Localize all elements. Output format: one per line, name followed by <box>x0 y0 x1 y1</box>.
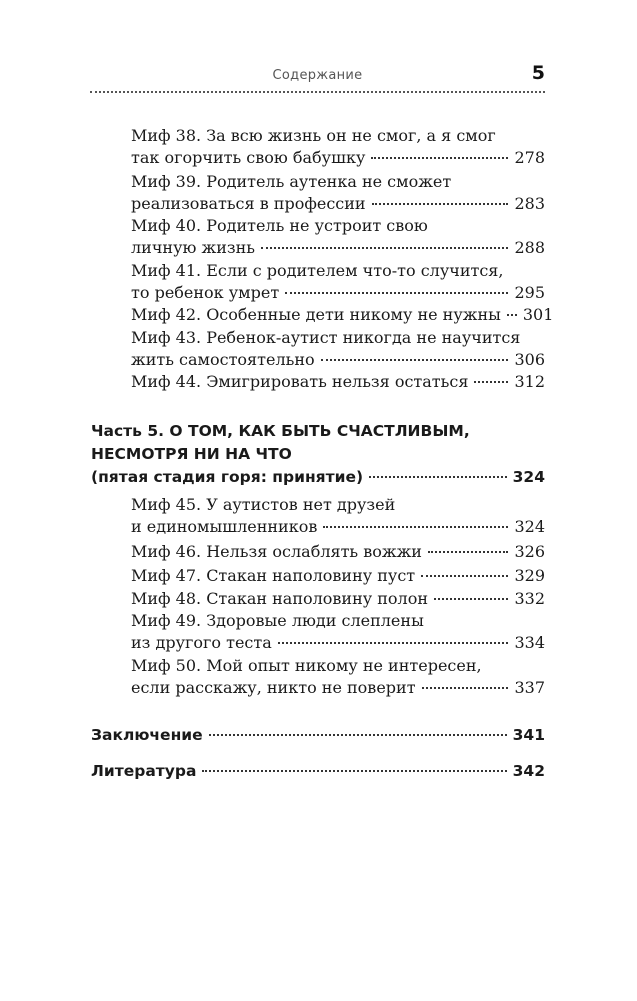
dot-leader <box>507 314 517 316</box>
entry-page: 324 <box>512 468 545 486</box>
toc-entry-myth-44[interactable] <box>131 371 545 393</box>
toc-entry-myth-49[interactable] <box>131 610 545 654</box>
toc-entry-myth-40[interactable] <box>131 215 545 259</box>
entry-page: 329 <box>514 566 545 585</box>
toc-entry-myth-38[interactable] <box>131 125 545 169</box>
entry-page: 312 <box>514 372 545 391</box>
running-header <box>90 62 545 92</box>
header-dotted-rule <box>90 91 545 93</box>
entry-text: из другого теста <box>131 633 272 652</box>
toc-entry-myth-43[interactable] <box>131 327 545 371</box>
dot-leader <box>202 770 506 772</box>
toc-entry-myth-39[interactable] <box>131 171 545 215</box>
dot-leader <box>474 381 508 383</box>
entry-page: 332 <box>514 589 545 608</box>
entry-page: 278 <box>514 148 545 167</box>
entry-text: Миф 45. У аутистов нет друзей <box>131 495 396 514</box>
dot-leader <box>371 157 508 159</box>
entry-text: Миф 47. Стакан наполовину пуст <box>131 566 416 585</box>
dot-leader <box>369 476 507 478</box>
entry-page: 342 <box>512 762 545 780</box>
toc-entry-myth-41[interactable] <box>131 260 545 304</box>
toc-entry-myth-45[interactable] <box>131 494 545 538</box>
entry-page: 295 <box>514 283 545 302</box>
dot-leader <box>323 526 508 528</box>
toc-entry-myth-42[interactable] <box>131 304 554 326</box>
entry-text: Миф 46. Нельзя ослаблять вожжи <box>131 542 422 561</box>
dot-leader <box>428 551 508 553</box>
dot-leader <box>421 575 508 577</box>
entry-text: личную жизнь <box>131 238 255 257</box>
entry-page: 337 <box>514 678 545 697</box>
entry-text: Миф 39. Родитель аутенка не сможет <box>131 172 452 191</box>
entry-text: если расскажу, никто не поверит <box>131 678 416 697</box>
toc-entry-part-5[interactable] <box>91 420 545 489</box>
entry-page: 301 <box>522 305 554 324</box>
toc-entry-myth-48[interactable] <box>131 588 545 610</box>
entry-text: Миф 49. Здоровые люди слеплены <box>131 611 424 630</box>
entry-page: 283 <box>514 194 545 213</box>
toc-entry-literature[interactable] <box>91 760 545 782</box>
entry-text: то ребенок умрет <box>131 283 280 302</box>
entry-text: и единомышленников <box>131 517 318 536</box>
entry-text: Заключение <box>91 726 203 744</box>
entry-text: Миф 42. Особенные дети никому не нужны <box>131 305 501 324</box>
entry-page: 334 <box>514 633 545 652</box>
entry-text: так огорчить свою бабушку <box>131 148 366 167</box>
part-title: Часть 5. О ТОМ, КАК БЫТЬ СЧАСТЛИВЫМ, <box>91 422 470 440</box>
dot-leader <box>372 203 509 205</box>
toc-entry-myth-46[interactable] <box>131 541 545 563</box>
part-title: НЕСМОТРЯ НИ НА ЧТО <box>91 445 292 463</box>
dot-leader <box>285 292 508 294</box>
entry-text: Литература <box>91 762 197 780</box>
entry-text: Миф 40. Родитель не устроит свою <box>131 216 428 235</box>
entry-text: Миф 38. За всю жизнь он не смог, а я смог <box>131 126 496 145</box>
dot-leader <box>422 687 509 689</box>
toc-entry-myth-47[interactable] <box>131 565 545 587</box>
entry-page: 288 <box>514 238 545 257</box>
entry-page: 341 <box>512 726 545 744</box>
part-subtitle: (пятая стадия горя: принятие) <box>91 468 364 486</box>
entry-text: Миф 44. Эмигрировать нельзя остаться <box>131 372 469 391</box>
entry-page: 306 <box>514 350 545 369</box>
entry-text: Миф 41. Если с родителем что-то случится, <box>131 261 504 280</box>
dot-leader <box>278 642 509 644</box>
page-number: 5 <box>531 62 545 84</box>
entry-text: Миф 43. Ребенок-аутист никогда не научится <box>131 328 521 347</box>
dot-leader <box>261 247 508 249</box>
dot-leader <box>209 734 507 736</box>
entry-text: Миф 48. Стакан наполовину полон <box>131 589 428 608</box>
entry-text: жить самостоятельно <box>131 350 315 369</box>
entry-page: 324 <box>514 517 545 536</box>
toc-entry-myth-50[interactable] <box>131 655 545 699</box>
toc-entry-conclusion[interactable] <box>91 724 545 746</box>
entry-page: 326 <box>514 542 545 561</box>
running-header-title: Содержание <box>272 68 363 83</box>
dot-leader <box>434 598 508 600</box>
entry-text: Миф 50. Мой опыт никому не интересен, <box>131 656 482 675</box>
entry-text: реализоваться в профессии <box>131 194 366 213</box>
dot-leader <box>321 359 509 361</box>
